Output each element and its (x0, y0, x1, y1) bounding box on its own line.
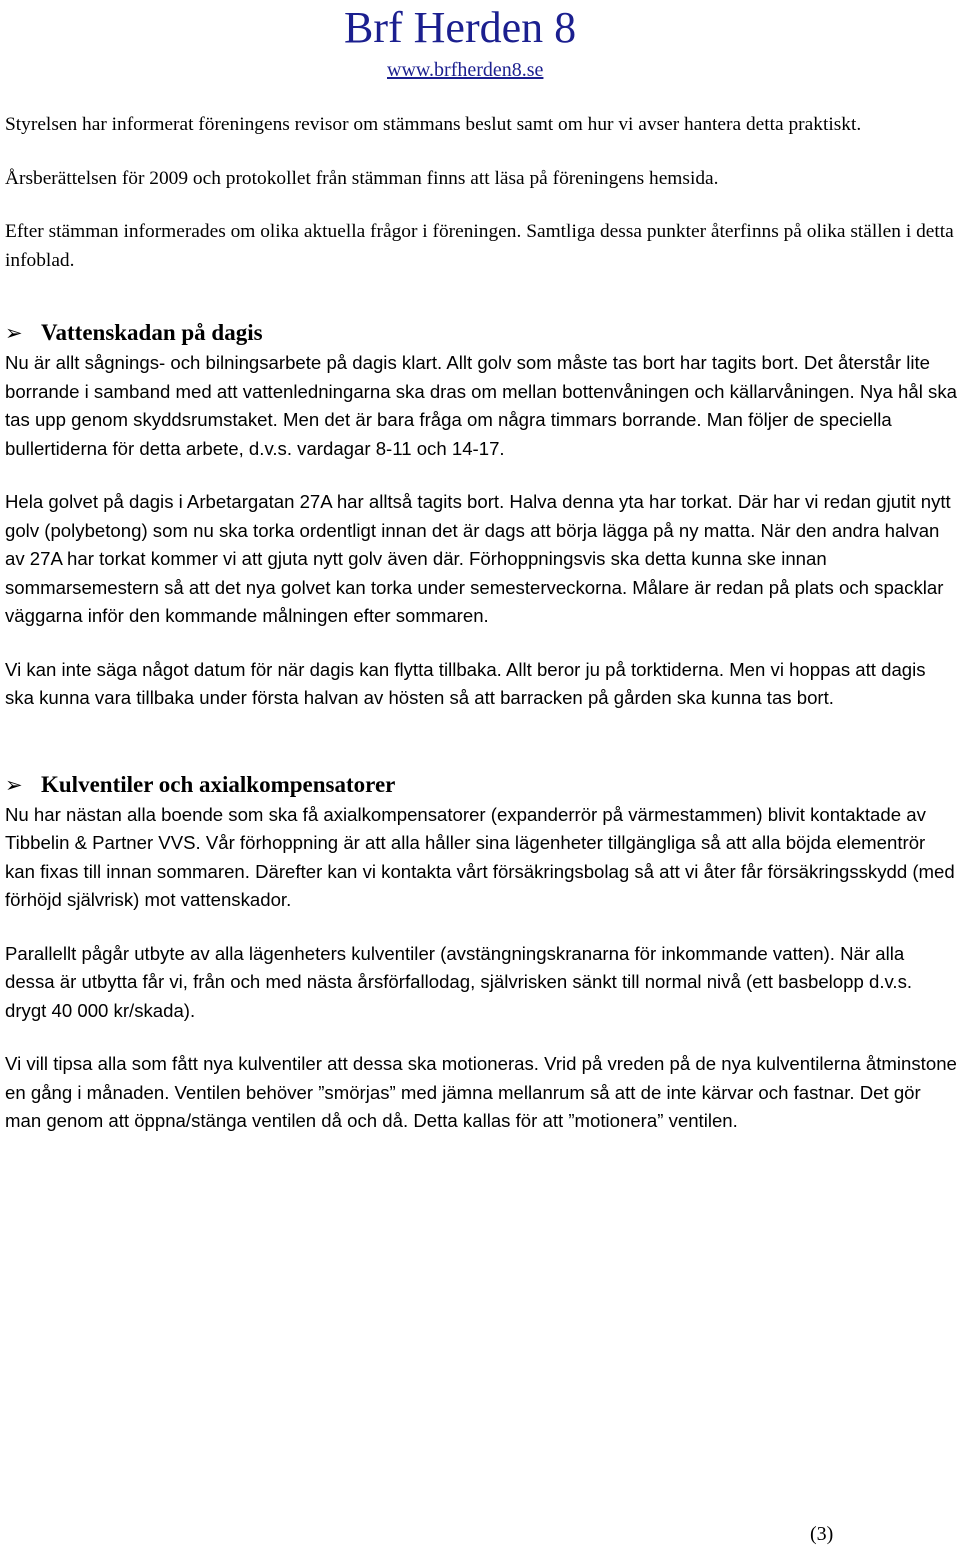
page-number: (3) (810, 1523, 834, 1545)
section-heading-kulventiler (5, 769, 957, 801)
page-header (0, 2, 960, 84)
website-link[interactable]: www.brfherden8.se (387, 59, 544, 81)
section-heading-text: Kulventiler och axialkompensatorer (41, 771, 396, 797)
intro-paragraph-3: Efter stämman informerades om olika aktuella frågor i föreningen. Samtliga dessa punkter återfinns på olika ställen i detta infoblad. (5, 221, 954, 271)
section1-paragraph-3: Vi kan inte säga något datum för när dagis kan flytta tillbaka. Allt beror ju på torktiderna. Men vi hoppas att dagis ska kunna vara tillbaka under första halvan av hösten så att barracken på gården ska kunna tas bort. (5, 658, 926, 708)
section1-paragraph-1: Nu är allt sågnings- och bilningsarbete på dagis klart. Allt golv som måste tas bort har tagits bort. Det återstår lite borrande i samband med att vattenledningarna ska dras om mellan bottenvåningen och källarvåningen. Nya hål ska tas upp genom skyddsrumstaket. Men det är bara fråga om några timmars borrande. Man följer de speciella bullertiderna för detta arbete, d.v.s. vardagar 8-11 och 14-17. (5, 352, 957, 459)
intro-paragraph-1: Styrelsen har informerat föreningens revisor om stämmans beslut samt om hur vi avser hantera detta praktiskt. (5, 114, 862, 135)
section-heading-vattenskadan (5, 317, 957, 349)
section2-paragraph-1: Nu har nästan alla boende som ska få axialkompensatorer (expanderrör på värmestammen) blivit kontaktade av Tibbelin & Partner VVS. Vår förhoppning är att alla håller sina lägenheter tillgängliga så att alla böjda elementrör kan fixas till innan sommaren. Därefter kan vi kontakta vårt försäkringsbolag så att vi åter får försäkringsskydd (med förhöjd självrisk) mot vattenskador. (5, 803, 955, 910)
section1-paragraph-2: Hela golvet på dagis i Arbetargatan 27A har alltså tagits bort. Halva denna yta har torkat. Där har vi redan gjutit nytt golv (polybetong) som nu ska torka ordentligt innan det är dags att börja lägga på ny matta. När den andra halvan av 27A har torkat kommer vi att gjuta nytt golv även där. Förhoppningsvis ska detta kunna ske innan sommarsemestern så att det nya golvet kan torka under semesterveckorna. Målare är redan på plats och spacklar väggarna inför den kommande målningen efter sommaren. (5, 491, 951, 626)
intro-paragraph-2: Årsberättelsen för 2009 och protokollet från stämman finns att läsa på föreningens hemsida. (5, 167, 719, 189)
section-heading-text: Vattenskadan på dagis (41, 320, 263, 345)
document-body (5, 111, 957, 1136)
section2-paragraph-3: Vi vill tipsa alla som fått nya kulventiler att dessa ska motioneras. Vrid på vreden på de nya kulventilerna åtminstone en gång i månaden. Ventilen behöver ”smörjas” med jämna mellanrum så att de inte kärvar och fastnar. Det gör man genom att öppna/stänga ventilen då och då. Detta kallas för att ”motionera” ventilen. (5, 1053, 957, 1131)
page-title: Brf Herden 8 (344, 3, 577, 52)
arrowhead-bullet-icon: ➢ (5, 772, 23, 797)
section2-paragraph-2: Parallellt pågår utbyte av alla lägenheters kulventiler (avstängningskranarna för inkommande vatten). När alla dessa är utbytta får vi, från och med nästa årsförfallodag, självrisken sänkt till normal nivå (ett basbelopp d.v.s. drygt 40 000 kr/skada). (5, 942, 913, 1021)
arrowhead-bullet-icon: ➢ (5, 321, 23, 345)
